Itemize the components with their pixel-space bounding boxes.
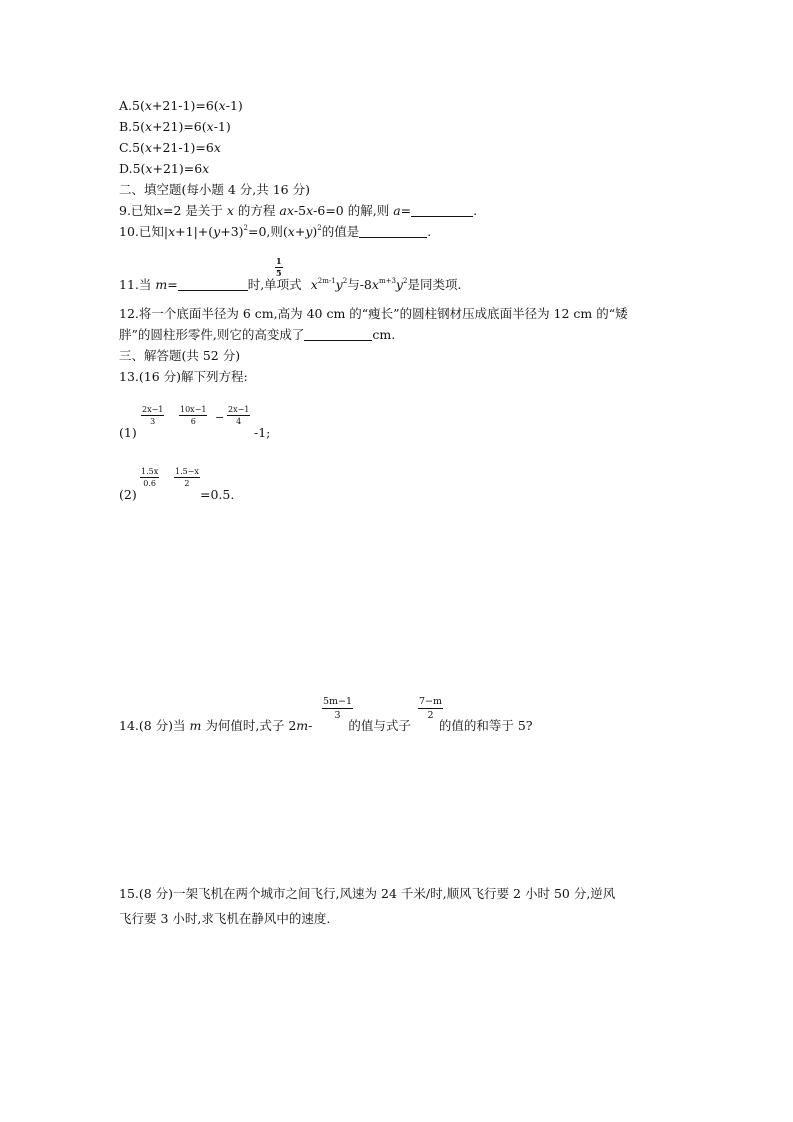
q13-eq2-fraction-1: $\frac{1.5x}{0.6}$ xyxy=(141,467,159,488)
q13-eq2-label: (2) xyxy=(119,487,137,502)
q13-eq1-fraction-2: $\frac{10x-1}{6}$ xyxy=(180,405,207,426)
answer-blank-10[interactable] xyxy=(359,225,427,238)
q14-fraction-2: $\frac{7-m}{2}$ xyxy=(419,696,443,721)
question-12-line2: 胖”的圆柱形零件,则它的高变成了 cm. xyxy=(119,327,396,342)
q13-eq1-label: (1) xyxy=(119,425,137,440)
section2-heading: 二、填空题(每小题 4 分,共 16 分) xyxy=(119,182,310,197)
q13-eq1-minus: − xyxy=(215,411,225,424)
q13-eq2-tail: =0.5. xyxy=(200,487,235,502)
q11-coefficient-fraction: $\frac{1}{5}$ xyxy=(276,256,282,278)
question-13-title: 13.(16 分)解下列方程: xyxy=(119,369,248,384)
question-9: 9.已知x=2 是关于 x 的方程 ax-5x-6=0 的解,则 a= . xyxy=(119,203,478,218)
section3-heading: 三、解答题(共 52 分) xyxy=(119,348,241,363)
question-15-line1: 15.(8 分)一架飞机在两个城市之间飞行,风速为 24 千米/时,顺风飞行要 2 小时 50 分,逆风 xyxy=(119,886,616,901)
answer-blank-12[interactable] xyxy=(304,328,372,341)
question-14: 14.(8 分)当 m 为何值时,式子 2m- 的值与式子 的值的和等于 5? xyxy=(119,718,533,733)
question-12-line1: 12.将一个底面半径为 6 cm,高为 40 cm 的“瘦长”的圆柱钢材压成底面半径为 12 cm 的“矮 xyxy=(119,306,628,321)
answer-blank-11[interactable] xyxy=(178,278,248,291)
q13-eq1-fraction-3: $\frac{2x-1}{4}$ xyxy=(228,405,250,426)
q14-fraction-1: $\frac{5m-1}{3}$ xyxy=(323,696,353,721)
answer-blank-9[interactable] xyxy=(411,204,473,217)
q13-eq1-tail: -1; xyxy=(254,425,271,440)
question-15-line2: 飞行要 3 小时,求飞机在静风中的速度. xyxy=(119,911,331,926)
q13-eq1-fraction-1: $\frac{2x-1}{3}$ xyxy=(142,405,164,426)
question-10: 10.已知$|x+1|+(y+3)^2=0$,则$(x+y)^2$的值是 . xyxy=(119,224,432,239)
q13-eq2-fraction-2: $\frac{1.5-x}{2}$ xyxy=(175,467,199,488)
option-b: B.5(x+21)=6(x-1) xyxy=(119,119,231,134)
option-a: A.5(x+21-1)=6(x-1) xyxy=(119,98,243,113)
option-d: D.5(x+21)=6x xyxy=(119,161,210,176)
question-11: 11.当 m= 时,单项式 $x^{2m-1}y^2$与$-8x^{m+3}y^2$是同类项. xyxy=(119,277,462,292)
option-c: C.5(x+21-1)=6x xyxy=(119,140,221,155)
